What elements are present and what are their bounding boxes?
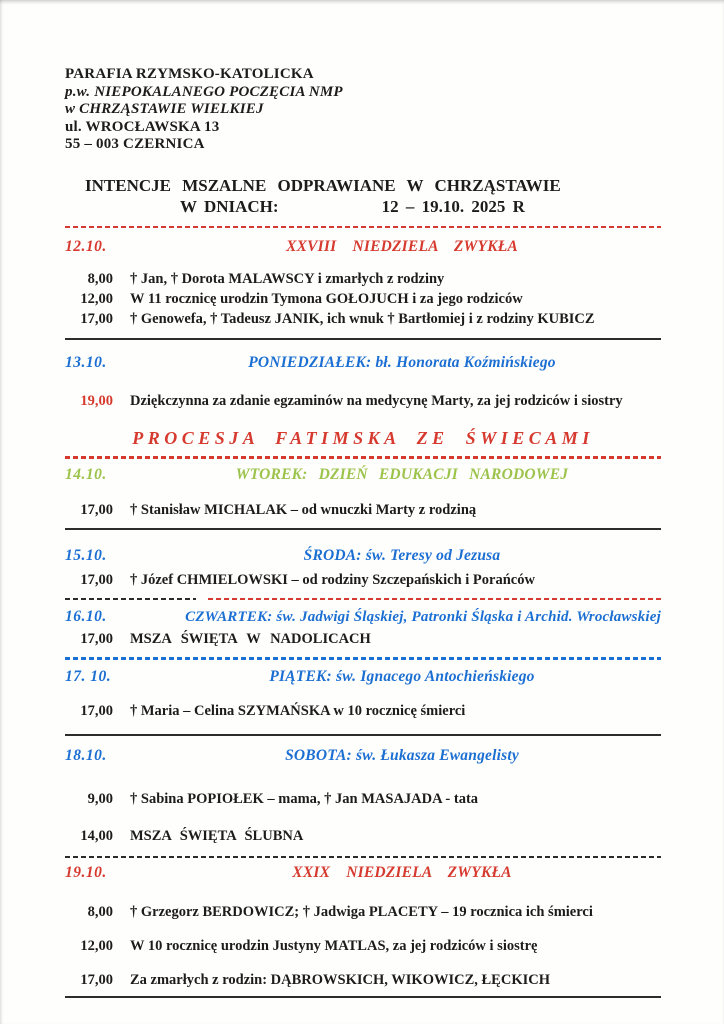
entry-time: 17,00: [80, 702, 113, 719]
section-heading: CZWARTEK: św. Jadwigi Śląskiej, Patronki Śląska i Archid. Wrocławskiej: [185, 609, 661, 625]
entries-list: [65, 902, 661, 990]
mass-entry: [65, 570, 661, 590]
entry-time: 19,00: [80, 393, 113, 409]
entry-text: † Jan, † Dorota MALAWSCY i zmarłych z rodziny: [130, 271, 445, 287]
title-line-1: INTENCJE MSZALNE ODPRAWIANE W CHRZĄSTAWIE: [85, 175, 561, 195]
title-line-2: [65, 196, 661, 217]
section-divider: [65, 734, 661, 736]
entries-list: [65, 500, 661, 520]
entry-time: 17,00: [80, 972, 113, 988]
entry-text: † Genowefa, † Tadeusz JANIK, ich wnuk † Bartłomiej i z rodziny KUBICZ: [130, 311, 595, 327]
entry-text: † Maria – Celina SZYMAŃSKA w 10 rocznicę śmierci: [130, 702, 466, 719]
section-divider: [65, 657, 661, 660]
section-divider: [65, 338, 661, 340]
day-section: [65, 608, 661, 660]
title-dates-label: W DNIACH:: [180, 196, 279, 216]
section-date: 12.10.: [65, 238, 107, 255]
section-divider: [65, 598, 661, 601]
entry-time: 9,00: [87, 790, 113, 807]
entry-time: 12,00: [80, 938, 113, 954]
entries-list: [65, 269, 661, 329]
day-header-row: [65, 668, 661, 686]
entries-list: [65, 701, 661, 721]
entry-text: † Grzegorz BERDOWICZ; † Jadwiga PLACETY – 19 rocznica ich śmierci: [130, 904, 593, 920]
entry-text: Dziękczynna za zdanie egzaminów na medycynę Marty, za jej rodziców i siostry: [130, 393, 623, 409]
entry-text: MSZA ŚWIĘTA ŚLUBNA: [130, 827, 304, 844]
day-header-row: [65, 547, 661, 565]
mass-entry: [65, 309, 661, 329]
parish-patron: p.w. NIEPOKALANEGO POCZĘCIA NMP: [65, 83, 343, 100]
entry-time: 12,00: [80, 291, 113, 307]
day-header-row: [65, 747, 661, 765]
day-section: [65, 668, 661, 736]
section-date: 16.10.: [65, 608, 107, 625]
entry-time: 17,00: [80, 571, 113, 588]
section-heading: SOBOTA: św. Łukasza Ewangelisty: [285, 746, 519, 764]
day-section: [65, 747, 661, 859]
entry-time: 17,00: [80, 311, 113, 327]
parish-locality: w CHRZĄSTAWIE WIELKIEJ: [65, 101, 264, 117]
entry-time: 8,00: [87, 904, 113, 920]
mass-entry: [65, 902, 661, 922]
section-heading: PONIEDZIAŁEK: bł. Honorata Koźmińskiego: [248, 354, 556, 371]
section-date: 13.10.: [65, 354, 107, 371]
section-divider: [65, 996, 661, 998]
mass-entry: [65, 970, 661, 990]
entry-text: W 10 rocznicę urodzin Justyny MATLAS, za jej rodziców i siostrę: [130, 938, 538, 954]
mass-entry: [65, 391, 661, 411]
day-header-row: [65, 238, 661, 256]
entry-time: 8,00: [87, 271, 113, 287]
document-content: [65, 66, 661, 998]
day-section: [65, 466, 661, 530]
mass-entry: [65, 289, 661, 309]
entry-time: 14,00: [80, 827, 113, 844]
section-heading: WTOREK: DZIEŃ EDUKACJI NARODOWEJ: [235, 465, 569, 483]
day-section: [65, 864, 661, 998]
section-heading: PIĄTEK: św. Ignacego Antochieńskiego: [269, 667, 535, 685]
day-section: [65, 238, 661, 340]
mass-entry: [65, 701, 661, 721]
day-header-row: [65, 864, 661, 882]
section-date: 14.10.: [65, 465, 107, 483]
page-title: [65, 175, 661, 217]
day-header-row: [65, 354, 661, 372]
section-heading: XXIX NIEDZIELA ZWYKŁA: [292, 864, 512, 881]
day-section: [65, 547, 661, 601]
entries-list: [65, 391, 661, 411]
day-section: [65, 354, 661, 459]
entry-text: W 11 rocznicę urodzin Tymona GOŁOJUCH i za jego rodziców: [130, 291, 523, 307]
section-date: 19.10.: [65, 864, 107, 881]
section-divider: [65, 456, 661, 459]
title-divider: [65, 226, 661, 229]
entries-list: [65, 629, 661, 649]
section-date: 18.10.: [65, 746, 107, 764]
mass-entry: [65, 936, 661, 956]
section-heading: ŚRODA: św. Teresy od Jezusa: [303, 546, 501, 564]
day-header-row: [65, 466, 661, 484]
procession-banner: PROCESJA FATIMSKA ZE ŚWIECAMI: [132, 428, 594, 448]
mass-entry: [65, 629, 661, 649]
section-date: 17. 10.: [65, 667, 112, 685]
day-header-row: [65, 608, 661, 626]
parish-name: PARAFIA RZYMSKO-KATOLICKA: [65, 66, 314, 82]
mass-entry: [65, 789, 661, 809]
entry-time: 17,00: [80, 501, 113, 518]
entry-text: MSZA ŚWIĘTA W NADOLICACH: [130, 631, 371, 647]
entry-text: Za zmarłych z rodzin: DĄBROWSKICH, WIKOWICZ, ŁĘCKICH: [130, 972, 550, 988]
sections-list: [65, 238, 661, 998]
section-divider: [65, 856, 661, 859]
mass-entry: [65, 269, 661, 289]
mass-entry: [65, 826, 661, 846]
parish-street: ul. WROCŁAWSKA 13: [65, 118, 220, 135]
section-date: 15.10.: [65, 546, 107, 564]
entry-time: 17,00: [80, 631, 113, 647]
section-divider: [65, 528, 661, 530]
section-heading: XXVIII NIEDZIELA ZWYKŁA: [286, 238, 518, 255]
parish-header: [65, 66, 661, 154]
entries-list: [65, 789, 661, 846]
title-dates-value: 12 – 19.10. 2025 R: [381, 196, 525, 216]
mass-entry: [65, 500, 661, 520]
entry-text: † Józef CHMIELOWSKI – od rodziny Szczepańskich i Porańców: [130, 571, 535, 588]
entries-list: [65, 570, 661, 590]
parish-postal: 55 – 003 CZERNICA: [65, 136, 205, 152]
entry-text: † Stanisław MICHALAK – od wnuczki Marty z rodziną: [130, 501, 477, 518]
entry-text: † Sabina POPIOŁEK – mama, † Jan MASAJADA - tata: [130, 790, 479, 807]
